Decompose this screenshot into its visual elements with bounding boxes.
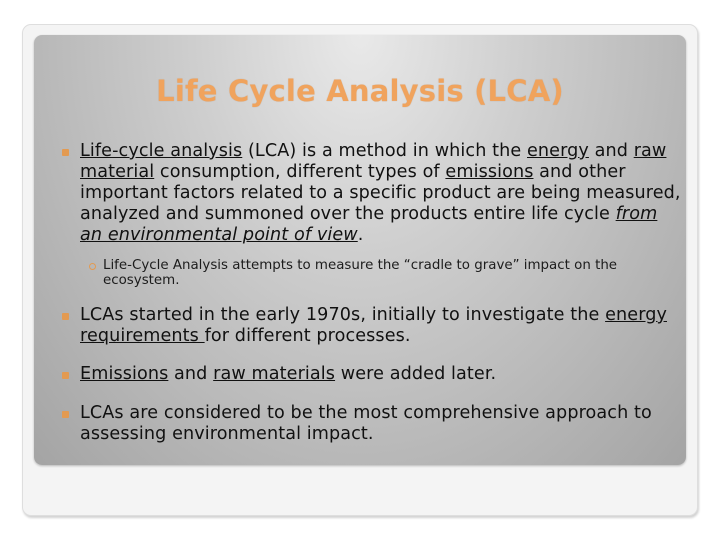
bullet-marker-1: [62, 149, 69, 156]
term-emissions: emissions: [445, 162, 534, 182]
bullet-1-text-d: and other important factors related to a specific product are being measured, analyzed and summoned over the products entire life cycle: [80, 162, 681, 224]
bullet-marker-2: [62, 313, 69, 320]
sub-bullet-1: Life-Cycle Analysis attempts to measure the “cradle to grave” impact on the ecosystem.: [103, 258, 618, 288]
slide-title: Life Cycle Analysis (LCA): [156, 74, 564, 108]
bullet-marker-3: [62, 372, 69, 379]
bullet-marker-4: [62, 411, 69, 418]
bullet-3: [80, 364, 685, 385]
bullet-2-text-a: LCAs started in the early 1970s, initially to investigate the: [80, 305, 606, 325]
term-energy-requirements: energy requirements: [80, 305, 667, 346]
bullet-1: [80, 141, 685, 246]
bullet-1-text-c: consumption, different types of: [154, 162, 446, 182]
sub-bullet-marker: [89, 263, 96, 270]
bullet-2-text-b: for different processes.: [204, 326, 411, 346]
term-life-cycle-analysis: Life-cycle analysis: [80, 141, 243, 161]
term-environmental-view: from an environmental point of view: [80, 204, 658, 245]
term-raw-material: raw material: [80, 141, 667, 182]
bullet-1-text-e: .: [357, 225, 364, 245]
bullet-2: [80, 305, 685, 347]
bullet-1-text-b: and: [588, 141, 634, 161]
term-raw-materials: raw materials: [213, 364, 336, 384]
bullet-3-text-a: and: [168, 364, 214, 384]
bullet-4: LCAs are considered to be the most comprehensive approach to assessing environmental impact.: [80, 403, 652, 444]
term-emissions-2: Emissions: [80, 364, 169, 384]
term-energy: energy: [527, 141, 589, 161]
bullet-3-text-b: were added later.: [335, 364, 497, 384]
bullet-1-text-a: (LCA) is a method in which the: [242, 141, 527, 161]
